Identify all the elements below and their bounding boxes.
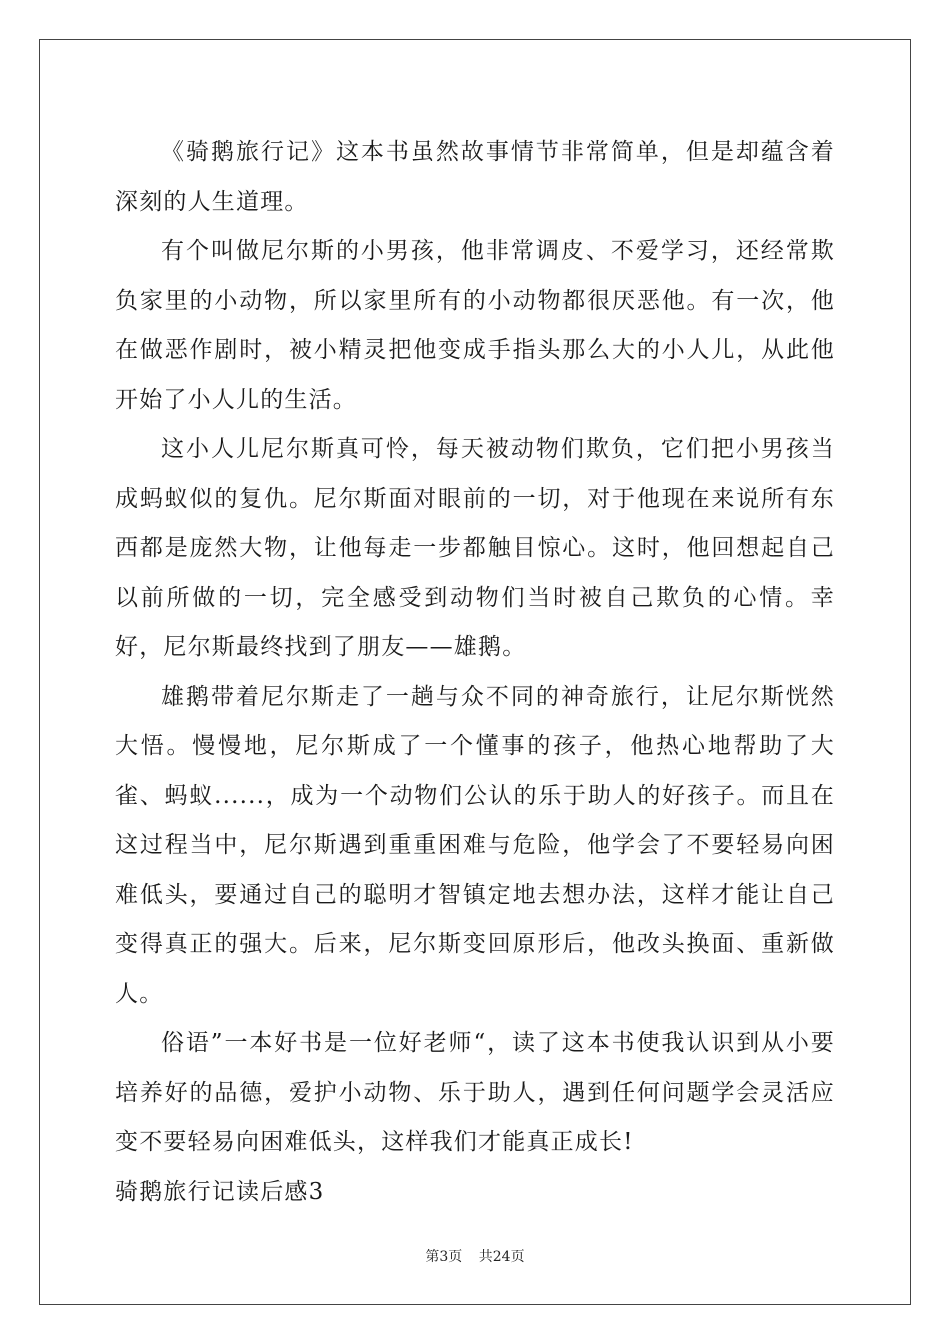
paragraph-conclusion: 俗语”一本好书是一位好老师“，读了这本书使我认识到从小要培养好的品德，爱护小动物、乐于助人，遇到任何问题学会灵活应变不要轻易向困难低头，这样我们才能真正成长! bbox=[115, 1030, 835, 1155]
document-body bbox=[115, 128, 835, 1217]
page-total: 共24页 bbox=[478, 1249, 525, 1265]
paragraph-nils-intro: 有个叫做尼尔斯的小男孩，他非常调皮、不爱学习，还经常欺负家里的小动物，所以家里所有的小动物都很厌恶他。有一次，他在做恶作剧时，被小精灵把他变成手指头那么大的小人儿，从此他开始了小人儿的生活。 bbox=[115, 238, 835, 413]
page-footer bbox=[0, 1246, 950, 1266]
paragraph-journey: 雄鹅带着尼尔斯走了一趟与众不同的神奇旅行，让尼尔斯恍然大悟。慢慢地，尼尔斯成了一个懂事的孩子，他热心地帮助了大雀、蚂蚁......，成为一个动物们公认的乐于助人的好孩子。而且在这过程当中，尼尔斯遇到重重困难与危险，他学会了不要轻易向困难低头，要通过自己的聪明才智镇定地去想办法，这样才能让自己变得真正的强大。后来，尼尔斯变回原形后，他改头换面、重新做人。 bbox=[115, 683, 835, 1007]
paragraph-intro: 《骑鹅旅行记》这本书虽然故事情节非常简单，但是却蕴含着深刻的人生道理。 bbox=[115, 139, 835, 215]
next-section-heading: 骑鹅旅行记读后感3 bbox=[115, 1178, 325, 1205]
page-number: 第3页 bbox=[425, 1249, 463, 1265]
paragraph-nils-pity: 这小人儿尼尔斯真可怜，每天被动物们欺负，它们把小男孩当成蚂蚁似的复仇。尼尔斯面对眼前的一切，对于他现在来说所有东西都是庞然大物，让他每走一步都触目惊心。这时，他回想起自己以前所做的一切，完全感受到动物们当时被自己欺负的心情。幸好，尼尔斯最终找到了朋友——雄鹅。 bbox=[115, 436, 835, 660]
